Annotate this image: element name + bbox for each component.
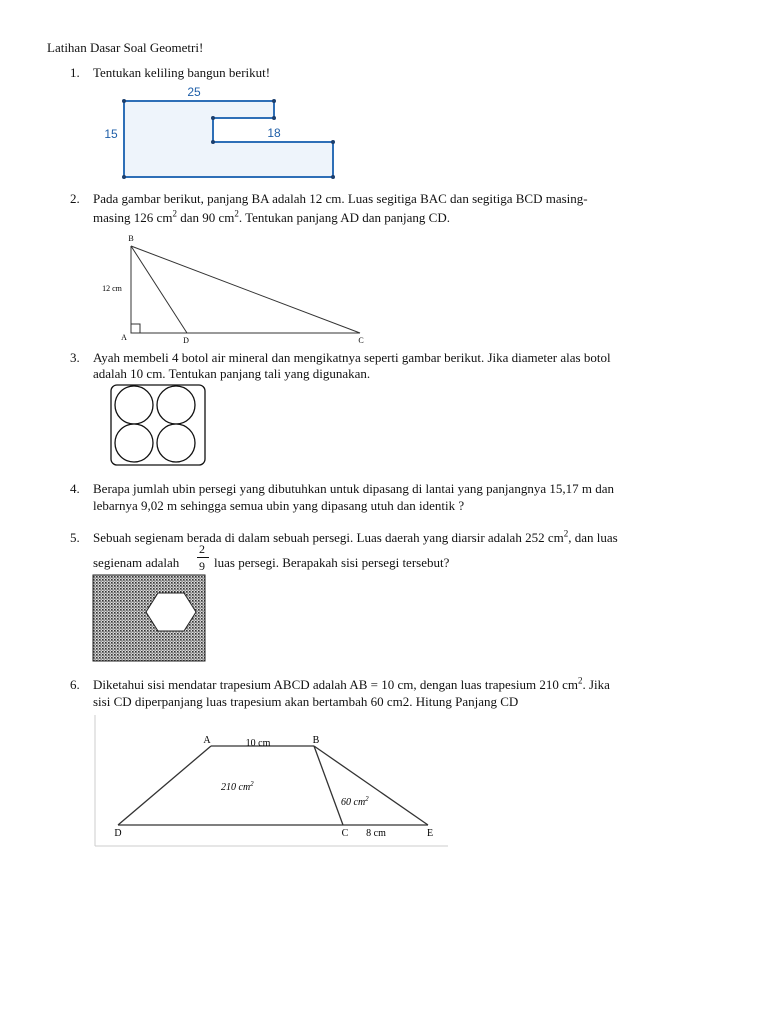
q5-line2-b: luas persegi. Berapakah sisi persegi tersebut? (214, 555, 450, 570)
q1-label-top: 25 (187, 85, 201, 99)
q4-line2: lebarnya 9,02 m sehingga semua ubin yang dipasang utuh dan identik ? (93, 498, 465, 513)
q2-label-a: A (121, 333, 127, 342)
page-title: Latihan Dasar Soal Geometri! (47, 40, 204, 55)
q2-label-c: C (358, 336, 364, 345)
q3-figure (105, 380, 215, 470)
q2-label-side: 12 cm (102, 284, 122, 293)
q2-line1: Pada gambar berikut, panjang BA adalah 12 cm. Luas segitiga BAC dan segitiga BCD masing- (93, 191, 588, 206)
q6-line2: sisi CD diperpanjang luas trapesium akan bertambah 60 cm2. Hitung Panjang CD (93, 694, 519, 709)
q5-number: 5. (70, 530, 80, 545)
q6-label-tri: 60 $cm^2$ (341, 795, 369, 808)
q2-figure (95, 230, 375, 345)
q6-label-b: B (312, 735, 320, 746)
q3-number: 3. (70, 350, 80, 365)
q1-figure (95, 80, 355, 180)
q5-fraction-bar (197, 557, 209, 558)
q5-fraction-numerator: 2 (199, 542, 205, 556)
q2-number: 2. (70, 191, 80, 206)
q5-fraction-denominator: 9 (199, 559, 205, 573)
q6-label-ce: 8 cm (366, 828, 386, 839)
q5-line2-a: segienam adalah (93, 555, 180, 570)
q1-label-left: 15 (104, 127, 118, 141)
q2-label-b: B (128, 234, 134, 243)
q2-line2: masing 126 $cm^2$ dan 90 $cm^2$. Tentukan panjang AD dan panjang CD. (93, 208, 450, 225)
q1-label-inner: 18 (267, 126, 281, 140)
q6-line1: Diketahui sisi mendatar trapesium ABCD adalah AB = 10 cm, dengan luas trapesium 210 $cm^2$. Jika (93, 675, 610, 692)
q5-figure (90, 570, 210, 665)
q3-line2: adalah 10 cm. Tentukan panjang tali yang digunakan. (93, 366, 371, 381)
q4-number: 4. (70, 481, 80, 496)
q6-label-a: A (203, 735, 211, 746)
q2-label-d: D (183, 336, 189, 345)
q1-text: Tentukan keliling bangun berikut! (93, 65, 271, 80)
q6-number: 6. (70, 677, 80, 692)
q1-number: 1. (70, 65, 80, 80)
q4-line1: Berapa jumlah ubin persegi yang dibutuhkan untuk dipasang di lantai yang panjangnya 15,17 m dan (93, 481, 614, 496)
q6-label-e: E (426, 828, 434, 839)
q6-label-area: 210 $cm^2$ (221, 780, 254, 793)
q3-line1: Ayah membeli 4 botol air mineral dan mengikatnya seperti gambar berikut. Jika diameter alas botol (93, 350, 611, 365)
q6-figure (92, 712, 452, 852)
q6-label-ab: 10 cm (245, 738, 271, 749)
q6-label-c: C (341, 828, 349, 839)
q6-label-d: D (114, 828, 122, 839)
q5-line1: Sebuah segienam berada di dalam sebuah persegi. Luas daerah yang diarsir adalah 252 $cm^2$, dan luas (93, 528, 618, 545)
q1-shape (124, 101, 333, 177)
